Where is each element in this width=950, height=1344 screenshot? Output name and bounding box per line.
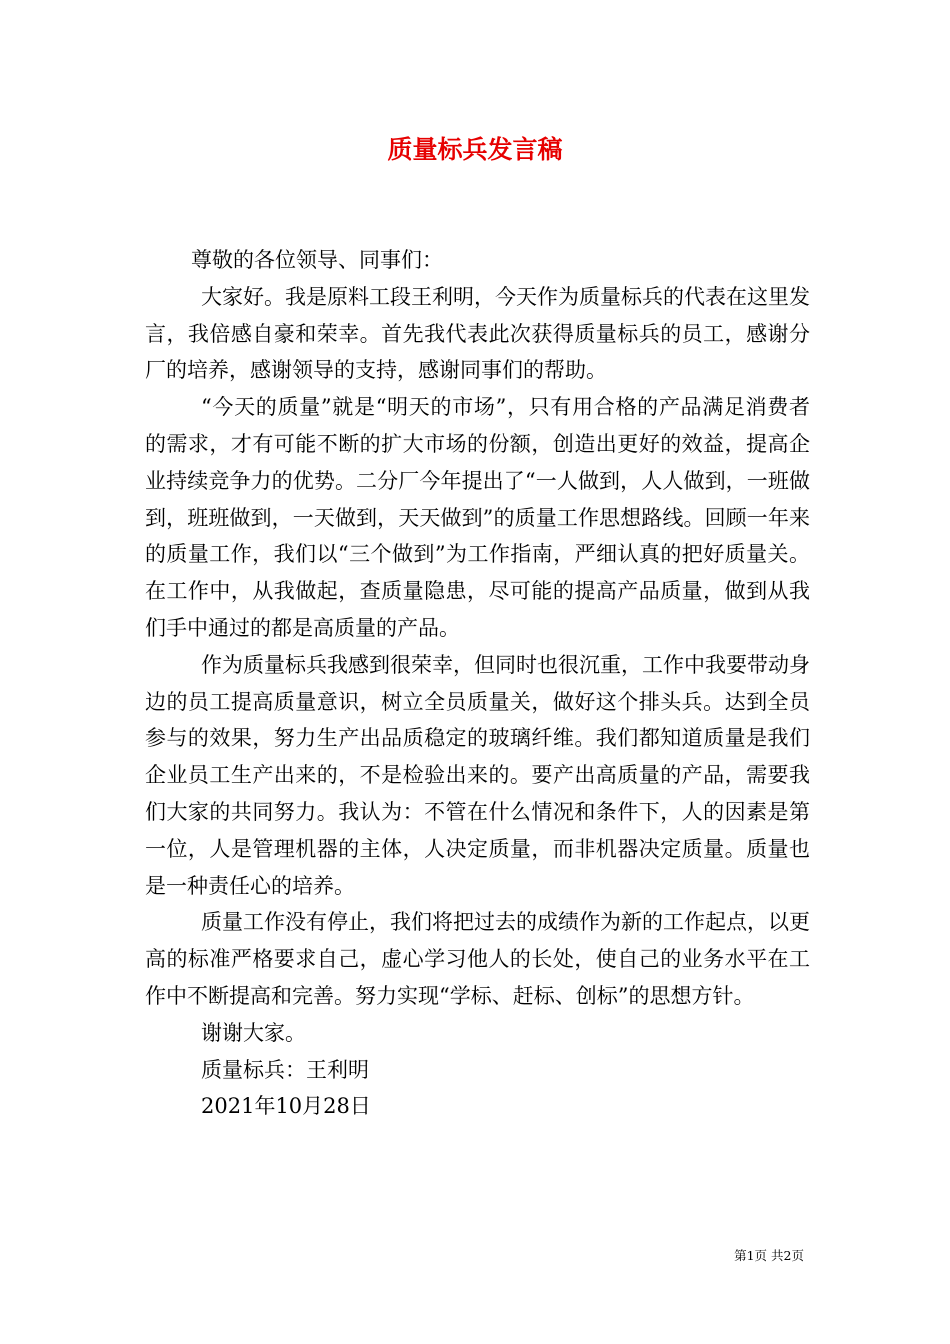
paragraph-1: 大家好。我是原料工段王利明，今天作为质量标兵的代表在这里发言，我倍感自豪和荣幸。首先我代表此次获得质量标兵的员工，感谢分厂的培养，感谢领导的支持，感谢同事们的帮助。 — [145, 284, 810, 383]
page-number: 第1页 共2页 — [734, 1248, 804, 1263]
document-body — [145, 242, 810, 1125]
document-title: 质量标兵发言稿 — [387, 135, 563, 164]
date-line: 2021年10月28日 — [201, 1094, 371, 1119]
paragraph-3: 作为质量标兵我感到很荣幸，但同时也很沉重，工作中我要带动身边的员工提高质量意识，树立全员质量关，做好这个排头兵。达到全员参与的效果，努力生产出品质稳定的玻璃纤维。我们都知道质量是我们企业员工生产出来的，不是检验出来的。要产出高质量的产品，需要我们大家的共同努力。我认为：不管在什么情况和条件下，人的因素是第一位，人是管理机器的主体，人决定质量，而非机器决定质量。质量也是一种责任心的培养。 — [145, 652, 810, 898]
salutation: 尊敬的各位领导、同事们： — [191, 248, 443, 272]
paragraph-2: “今天的质量”就是“明天的市场”，只有用合格的产品满足消费者的需求，才有可能不断的扩大市场的份额，创造出更好的效益，提高企业持续竞争力的优势。二分厂今年提出了“一人做到，人人做到，一班做到，班班做到，一天做到，天天做到”的质量工作思想路线。回顾一年来的质量工作，我们以“三个做到”为工作指南，严细认真的把好质量关。在工作中，从我做起，查质量隐患，尽可能的提高产品质量，做到从我们手中通过的都是高质量的产品。 — [145, 395, 810, 640]
thanks-line: 谢谢大家。 — [201, 1020, 306, 1045]
signature-line: 质量标兵：王利明 — [201, 1057, 369, 1082]
paragraph-4: 质量工作没有停止，我们将把过去的成绩作为新的工作起点，以更高的标准严格要求自己，虚心学习他人的长处，使自己的业务水平在工作中不断提高和完善。努力实现“学标、赶标、创标”的思想方针。 — [145, 910, 810, 1008]
